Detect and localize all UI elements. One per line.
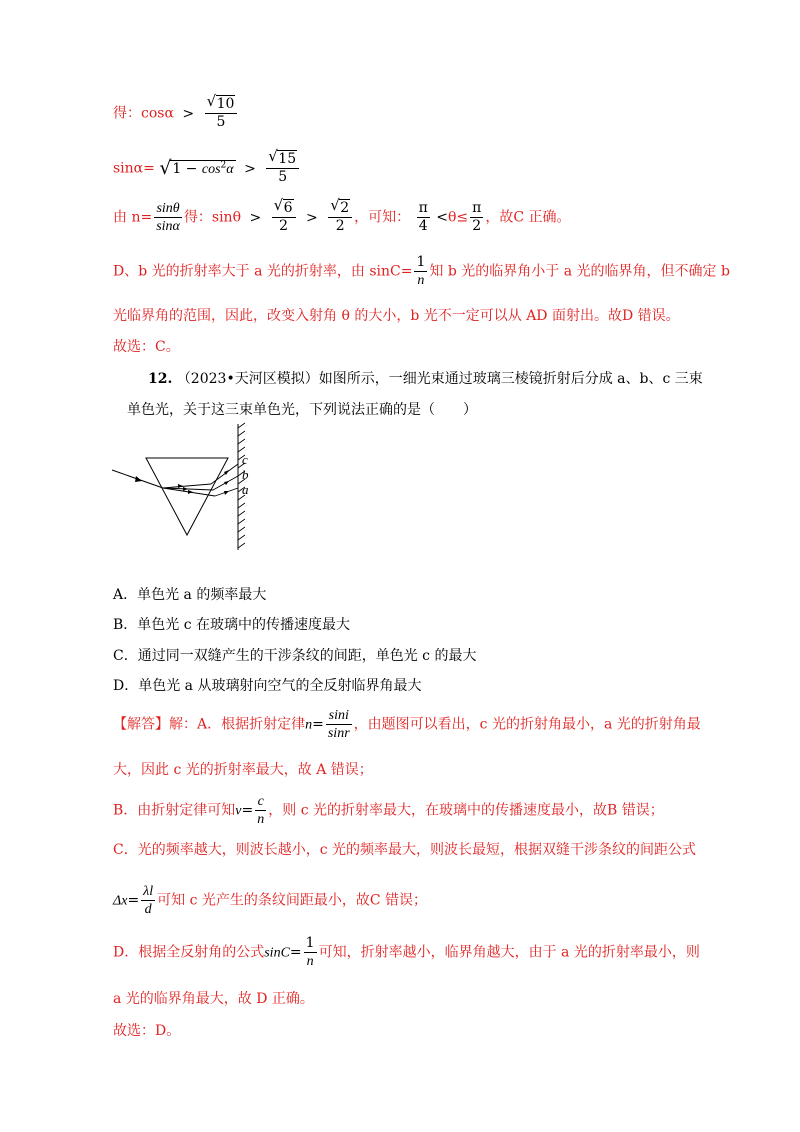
- n-prefix: 由 n=: [113, 209, 153, 226]
- eq-sign-d: =: [289, 944, 302, 961]
- question-text-2: 单色光，关于这三束单色光，下列说法正确的是（ ）: [127, 402, 477, 418]
- critical-num: 1: [305, 935, 315, 951]
- d-text-b: 知 b 光的临界角小于 a 光的临界角，但不确定 b: [429, 263, 730, 280]
- eq-sign-b: =: [241, 802, 254, 819]
- rad-part-d: α: [226, 161, 234, 177]
- solution-d2: a 光的临界角最大，故 D 正确。: [113, 991, 314, 1007]
- frac-pi2-num: π: [472, 200, 482, 216]
- solution-tag: 【解答】: [113, 716, 169, 733]
- solution-d: [113, 935, 700, 970]
- var-n: n: [305, 717, 313, 733]
- frac-pi2-den: 2: [470, 217, 483, 235]
- solution-a2: 大，因此 c 光的折射率最大，故 A 错误；: [113, 762, 373, 778]
- fringe-fraction: [141, 883, 155, 918]
- option-b: B．单色光 c 在玻璃中的传播速度最大: [113, 617, 351, 633]
- frac-pi4-den: 4: [417, 217, 430, 235]
- solution-line-cos: 得：cosα > √ 10 5: [113, 96, 239, 131]
- sin-prefix: sinα=: [113, 160, 155, 177]
- solution-c: C．光的频率越大，则波长越小，c 光的频率最大，则波长最短，根据双缝干涉条纹的间距公式: [113, 842, 697, 858]
- d-frac-den: n: [414, 271, 427, 289]
- frac-pi2: [470, 200, 483, 235]
- option-d: D．单色光 a 从玻璃射向空气的全反射临界角最大: [113, 678, 422, 694]
- fringe-num: λl: [143, 884, 154, 899]
- sin-fraction: √ 15 5: [266, 151, 299, 186]
- eq-sign-c: =: [127, 892, 140, 909]
- frac-pi4-num: π: [418, 200, 428, 216]
- inner-rays: [163, 484, 215, 496]
- question-text-1: （2023•天河区模拟）如图所示，一细光束通过玻璃三棱镜折射后分成 a、b、c 三束: [176, 371, 703, 387]
- speed-fraction: [255, 793, 266, 828]
- speed-den: n: [257, 812, 265, 827]
- question-number: 12.: [148, 371, 173, 387]
- d-fraction: [414, 254, 427, 289]
- frac-sqrt6-den: 2: [272, 217, 296, 235]
- n-mid: 得：sinθ: [183, 209, 241, 226]
- frac-sqrt6: √ 6 2: [272, 200, 296, 235]
- answer-d: 故选：D。: [113, 1023, 181, 1039]
- solution-c2-text: 可知 c 光产生的条纹间距最小，故C 错误；: [157, 892, 428, 909]
- rad-part-a: 1 −: [172, 160, 198, 177]
- cos-frac-den: 5: [205, 113, 238, 131]
- n-suffix: ，故C 正确。: [485, 209, 571, 226]
- snell-den: sinr: [327, 726, 350, 741]
- d-frac-num: 1: [416, 254, 426, 270]
- cos-prefix: 得：cosα: [113, 105, 174, 122]
- less-than: <: [436, 209, 448, 226]
- sqrt-expression: √ $1 - \cos^2\alpha$: [159, 156, 234, 179]
- label-a: a: [242, 482, 249, 497]
- prism-triangle: [146, 458, 228, 535]
- d-text-a: D、b 光的折射率大于 a 光的折射率，由 sinC=: [113, 263, 413, 280]
- eq-sign: =: [312, 716, 324, 733]
- n-frac-den: sinα: [156, 219, 180, 234]
- n-frac-num: sinθ: [156, 201, 180, 216]
- solution-d-text: D．根据全反射角的公式: [113, 944, 265, 961]
- frac-sqrt2-num: 2: [340, 200, 350, 216]
- solution-c2: [113, 883, 427, 918]
- var-sinC: sinC: [264, 945, 290, 961]
- solution-line-d: [113, 254, 730, 289]
- question-12: [148, 368, 703, 388]
- sin-frac-num: 15: [278, 151, 297, 167]
- theta-le: θ≤: [447, 209, 469, 226]
- frac-sqrt6-num: 6: [283, 200, 293, 216]
- frac-pi4: [417, 200, 430, 235]
- solution-line-sin: sinα= √ $1 - \cos^2\alpha$ > √ 15 5: [113, 151, 301, 186]
- rad-part-c: s: [215, 161, 221, 177]
- solution-b-text-b: ，则 c 光的折射率最大，在玻璃中的传播速度最小，故B 错误；: [268, 802, 664, 819]
- solution-b-text: B．由折射定律可知: [113, 802, 236, 819]
- sin-frac-den: 5: [266, 168, 299, 186]
- solution-a-text: 解：A．根据折射定律: [169, 716, 306, 733]
- critical-den: n: [304, 952, 317, 970]
- fringe-den: d: [141, 900, 155, 918]
- label-b: b: [242, 467, 249, 482]
- n-mid2: ，可知：: [354, 209, 411, 226]
- frac-sqrt2-den: 2: [328, 217, 352, 235]
- critical-fraction: [304, 935, 317, 970]
- option-a: A．单色光 a 的频率最大: [113, 587, 267, 603]
- solution-a-text-b: ，由题图可以看出，c 光的折射角最小，a 光的折射角最: [353, 716, 701, 733]
- label-c: c: [242, 452, 248, 467]
- option-c: C．通过同一双缝产生的干涉条纹的间距，单色光 c 的最大: [113, 648, 477, 664]
- var-v: v: [235, 803, 242, 819]
- cos-frac-num: 10: [216, 96, 235, 112]
- cos-fraction: √ 10 5: [205, 96, 238, 131]
- rad-sup: 2: [220, 159, 227, 170]
- solution-d-text-b: 可知，折射率越小，临界角越大，由于 a 光的折射率最小，则: [318, 944, 700, 961]
- prism-diagram: [108, 420, 258, 555]
- snell-num: sini: [328, 708, 349, 723]
- delta-x: Δx: [113, 893, 128, 909]
- n-fraction: [154, 200, 182, 235]
- frac-sqrt2: √ 2 2: [328, 200, 352, 235]
- snell-fraction: [326, 707, 352, 742]
- speed-num: c: [257, 794, 264, 809]
- solution-a: [113, 707, 701, 742]
- solution-line-d2: 光临界角的范围，因此，改变入射角 θ 的大小，b 光不一定可以从 AD 面射出。故D 错误。: [113, 308, 680, 324]
- solution-line-n: 由 n= $\frac{\sin\theta}{\sin\alpha}$ 得：sinθ > √ 6 2 > √ 2 2 ，可知： $\frac{\pi}{4}$ <θ≤ $\frac{\pi}{2}$ ，故C 正确。: [113, 196, 571, 234]
- solution-b: [113, 793, 664, 828]
- rad-part-b: co: [201, 161, 216, 177]
- answer-c: 故选：C。: [113, 339, 180, 355]
